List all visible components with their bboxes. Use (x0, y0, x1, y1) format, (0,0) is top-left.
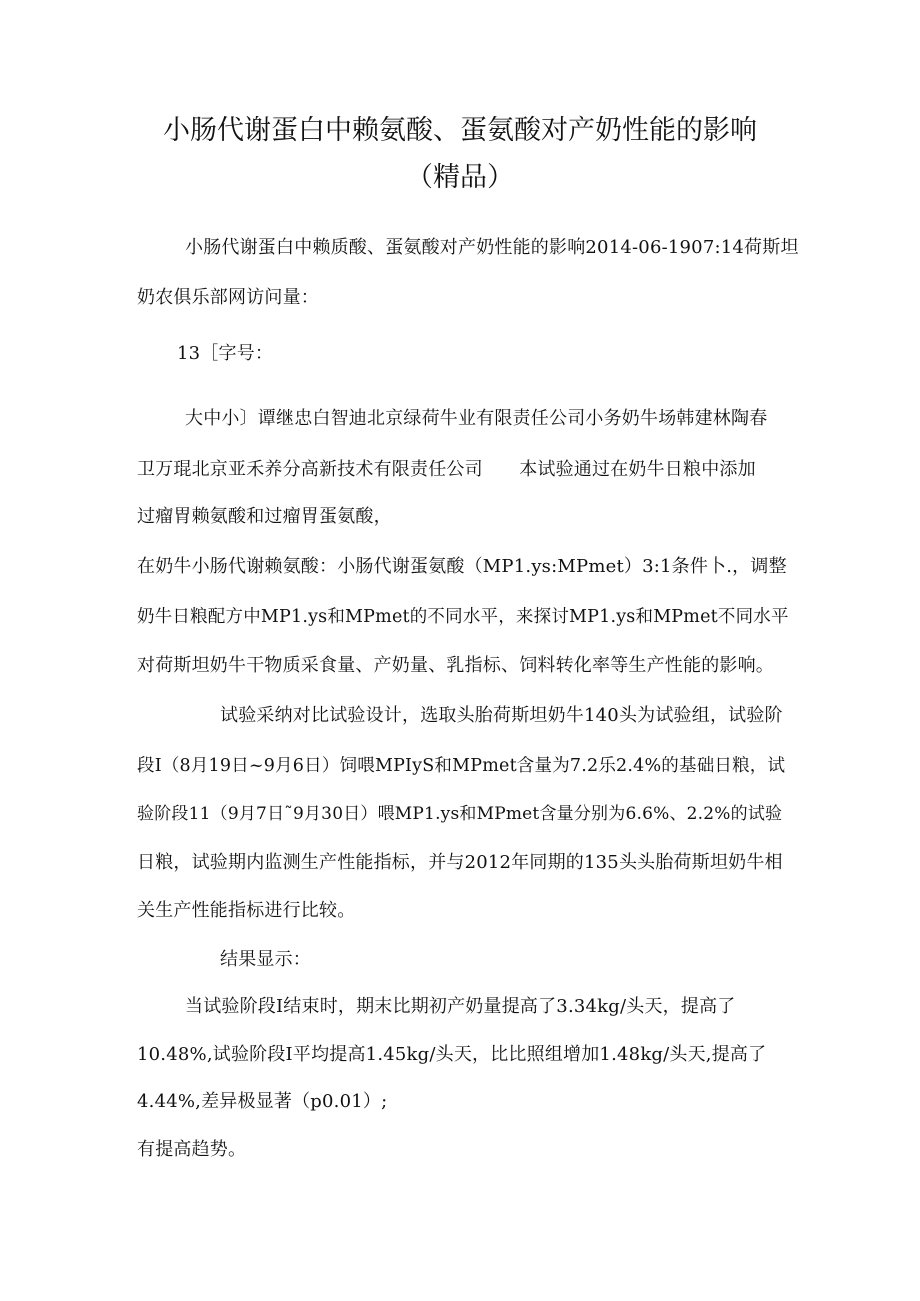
text-line: 有提高趋势。 (137, 1139, 247, 1160)
text-line: 4.44%,差异极显著（p0.01）; (137, 1091, 388, 1112)
text-line: 小肠代谢蛋白中赖质酸、蛋氨酸对产奶性能的影响2014-06-1907:14荷斯坦 (185, 237, 799, 258)
text-line: 奶农俱乐部网访问量： (137, 287, 319, 308)
text-line: 过瘤胃赖氨酸和过瘤胃蛋氨酸， (137, 506, 392, 527)
text-line: 大中小〕谭继忠白智迪北京绿荷牛业有限责任公司小务奶牛场韩建林陶春 (185, 408, 768, 429)
text-line: 关生产性能指标进行比较。 (137, 900, 356, 921)
text-line: 奶牛日粮配方中MP1.ys和MPmet的不同水平，来探讨MP1.ys和MPmet不同水平 (137, 607, 789, 627)
document-title: 小肠代谢蛋白中赖氨酸、蛋氨酸对产奶性能的影响 (163, 115, 757, 146)
text-line: 当试验阶段I结束时，期末比期初产奶量提高了3.34kg/头天，提高了 (185, 996, 736, 1017)
text-line: 卫万琨北京亚禾养分高新技术有限责任公司 本试验通过在奶牛日粮中添加 (137, 459, 756, 480)
text-line: 段I（8月19日~9月6日）饲喂MPIyS和MPmet含量为7.2乐2.4%的基础日粮，试 (137, 756, 786, 776)
text-line: 结果显示： (220, 949, 311, 970)
text-line: 13［字号： (177, 343, 274, 364)
text-line: 10.48%,试验阶段I平均提高1.45kg/头天，比比照组增加1.48kg/头天,提高了 (137, 1044, 767, 1065)
text-line: 对荷斯坦奶牛干物质采食量、产奶量、乳指标、饲料转化率等生产性能的影响。 (137, 655, 774, 676)
document-title-suffix: （精品） (406, 162, 514, 193)
text-line: 试验采纳对比试验设计，选取头胎荷斯坦奶牛140头为试验组，试验阶 (220, 705, 783, 726)
text-line: 验阶段11（9月7日˜9月30日）喂MP1.ys和MPmet含量分别为6.6%、2.2%的试验 (137, 804, 783, 824)
text-line: 日粮，试验期内监测生产性能指标，并与2012年同期的135头头胎荷斯坦奶牛相 (137, 852, 783, 873)
text-line: 在奶牛小肠代谢赖氨酸：小肠代谢蛋氨酸（MP1.ys:MPmet）3:1条件卜.，调整 (137, 556, 787, 577)
